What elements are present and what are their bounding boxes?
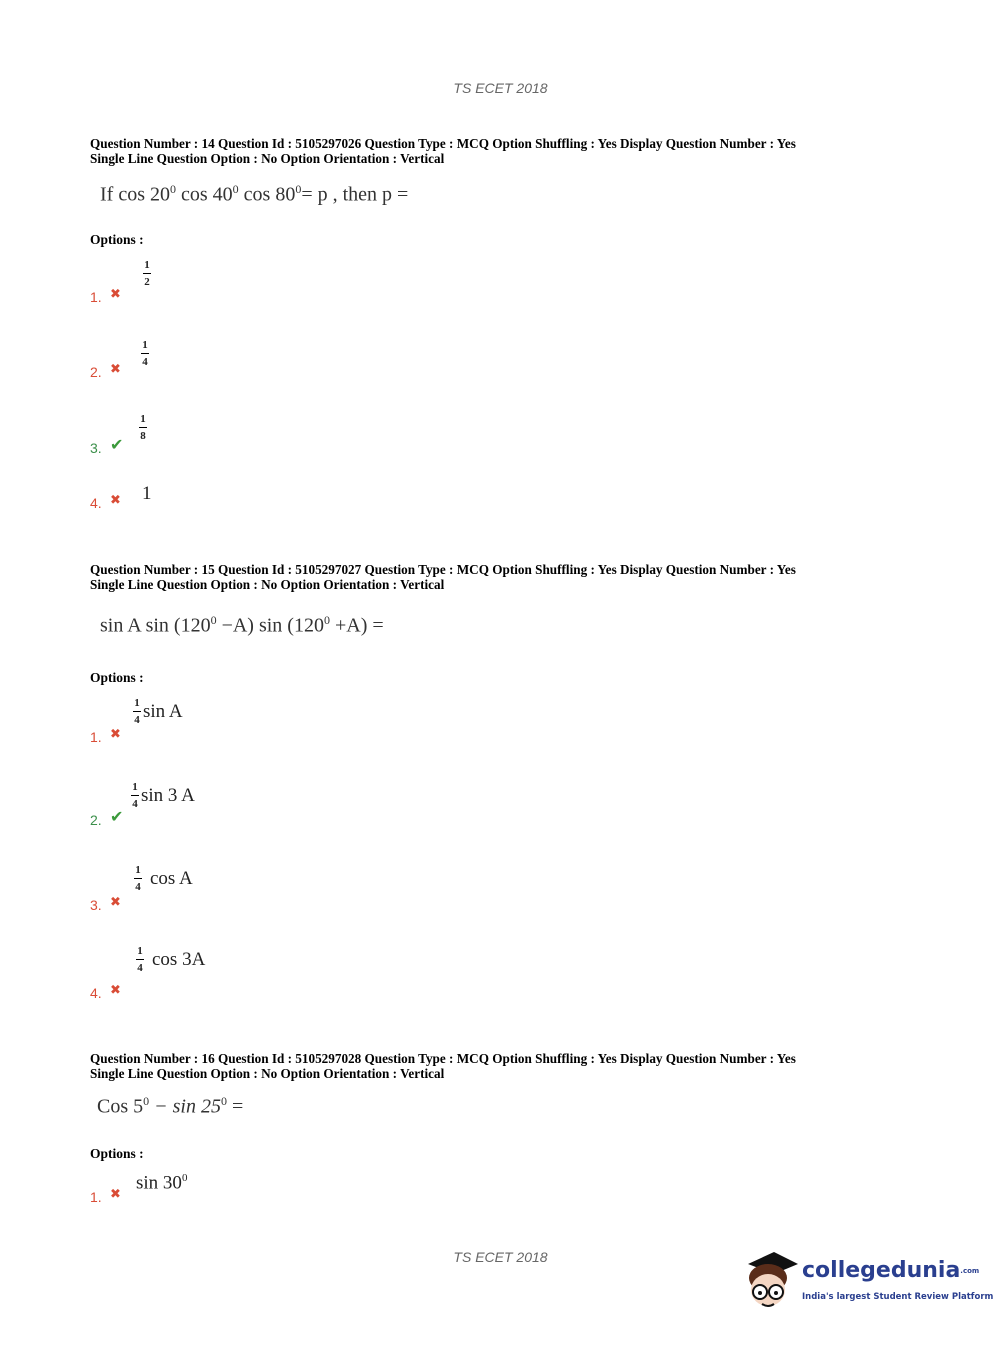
fraction: $\frac{1}{2}$ [144,259,150,288]
question-meta-line1: Question Number : 16 Question Id : 5105297028 Question Type : MCQ Option Shuffling : Yes Display Question Number : Yes [90,1051,796,1066]
question-text: Cos $5^0 - \sin 25^0$ = [97,1094,244,1118]
question-meta-line2: Single Line Question Option : No Option Orientation : Vertical [90,577,445,592]
option-number: 1. [90,1189,102,1205]
fraction: $\frac{1}{4}$ [137,945,143,974]
logo-tagline: India's largest Student Review Platform [802,1292,994,1302]
question-text: If $\cos 20^0$ $\cos 40^0$ $\cos 80^0= p$ , then p = [100,182,409,206]
option-answer: $\frac{1}{4}$ sin 3 A [132,781,195,810]
fraction: $\frac{1}{4}$ [135,864,141,893]
logo-suffix: .com [960,1267,980,1275]
cross-icon: ✖ [110,362,121,377]
cross-icon: ✖ [110,493,121,508]
cross-icon: ✖ [110,895,121,910]
page-header: TS ECET 2018 [453,80,548,96]
option-number: 4. [90,495,102,511]
question-meta-line2: Single Line Question Option : No Option Orientation : Vertical [90,1066,445,1081]
option-number: 4. [90,985,102,1001]
page-footer: TS ECET 2018 [453,1249,548,1265]
cross-icon: ✖ [110,1187,121,1202]
fraction: $\frac{1}{8}$ [140,413,146,442]
cross-icon: ✖ [110,727,121,742]
option-number: 3. [90,897,102,913]
cross-icon: ✖ [110,287,121,302]
option-answer: 1 [142,483,152,504]
options-label: Options : [90,1146,144,1161]
options-label: Options : [90,232,144,247]
option-number: 3. [90,440,102,456]
question-meta-line2: Single Line Question Option : No Option Orientation : Vertical [90,151,445,166]
options-label: Options : [90,670,144,685]
mascot-icon [744,1248,800,1314]
question-text: sin A $\sin (120^0 -A)$ $\sin (120^0 +A)$ = [100,613,384,637]
collegedunia-logo [744,1248,994,1314]
option-answer: $\frac{1}{4}$ cos 3A [137,945,206,974]
option-answer [139,413,147,442]
option-answer [141,339,149,368]
option-answer: $\sin 30^0$ [136,1172,188,1194]
cross-icon: ✖ [110,983,121,998]
option-answer: $\frac{1}{4}$ cos A [135,864,193,893]
logo-name: collegedunia [802,1258,961,1283]
check-icon: ✔ [110,435,124,454]
option-number: 2. [90,812,102,828]
fraction: $\frac{1}{4}$ [132,781,138,810]
option-number: 1. [90,289,102,305]
question-meta-line1: Question Number : 14 Question Id : 5105297026 Question Type : MCQ Option Shuffling : Yes Display Question Number : Yes [90,136,796,151]
option-number: 1. [90,729,102,745]
fraction: $\frac{1}{4}$ [142,339,148,368]
fraction: $\frac{1}{4}$ [134,697,140,726]
check-icon: ✔ [110,807,124,826]
option-answer [143,259,151,288]
option-answer: $\frac{1}{4}$ sin A [134,697,183,726]
option-number: 2. [90,364,102,380]
question-meta-line1: Question Number : 15 Question Id : 5105297027 Question Type : MCQ Option Shuffling : Yes Display Question Number : Yes [90,562,796,577]
